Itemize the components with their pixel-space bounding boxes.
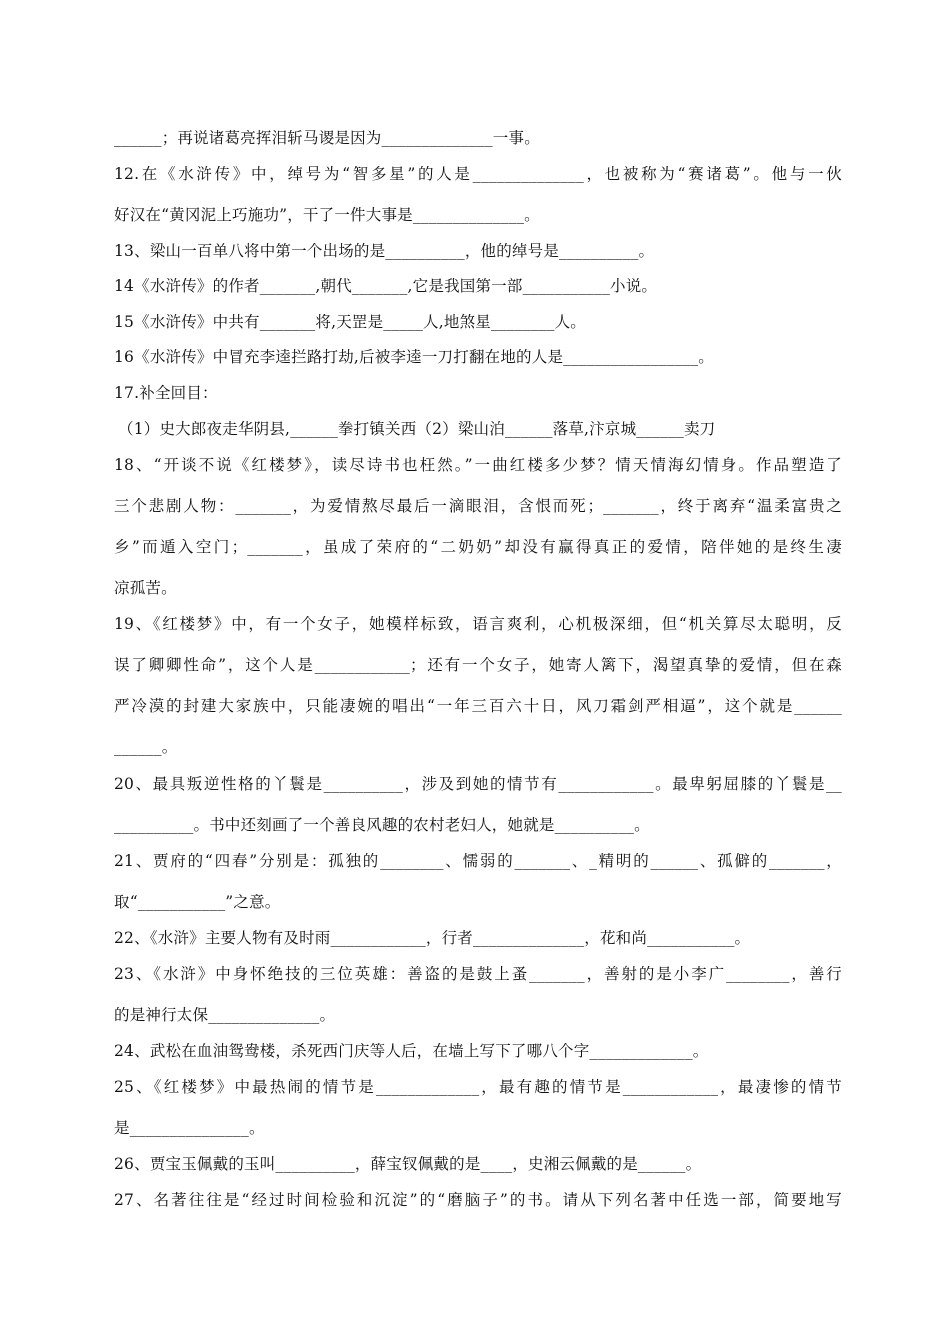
text-line: 12.在《水浒传》中，绰号为“智多星”的人是______________，也被称为“赛诸葛”。他与一伙 [114, 165, 842, 183]
text-line: 25、《红楼梦》中最热闹的情节是_____________，最有趣的情节是____________，最凄惨的情节 [114, 1078, 842, 1096]
text-line: 15《水浒传》中共有_______将,天罡是_____人,地煞星________人。 [114, 313, 586, 331]
text-line: 是_______________。 [114, 1119, 265, 1137]
text-line: ______。 [114, 738, 178, 756]
text-line: __________。书中还刻画了一个善良风趣的农村老妇人，她就是__________。 [114, 816, 650, 834]
text-line: 三个悲剧人物：_______，为爱情熬尽最后一滴眼泪，含恨而死；_______，终于离弃“温柔富贵之 [114, 497, 842, 515]
text-line: 26、贾宝玉佩戴的玉叫__________，薛宝钗佩戴的是____，史湘云佩戴的是______。 [114, 1155, 702, 1173]
text-line: 21、贾府的“四春”分别是：孤独的________、懦弱的_______、_精明的______、孤僻的_______， [114, 852, 842, 870]
text-line: 凉孤苦。 [114, 579, 177, 597]
text-line: 23、《水浒》中身怀绝技的三位英雄：善盗的是鼓上蚤_______，善射的是小李广________，善行 [114, 965, 842, 983]
text-line: 19、《红楼梦》中，有一个女子，她模样标致，语言爽利，心机极深细，但“机关算尽太聪明，反 [114, 615, 842, 633]
text-line: 严冷漠的封建大家族中，只能凄婉的唱出“一年三百六十日，风刀霜剑严相逼”，这个就是______ [114, 697, 842, 715]
text-line: 22、《水浒》主要人物有及时雨____________，行者______________，花和尚___________。 [114, 929, 751, 947]
text-line: 14《水浒传》的作者_______,朝代_______,它是我国第一部___________小说。 [114, 277, 658, 295]
text-line: 27、名著往往是“经过时间检验和沉淀”的“磨脑子”的书。请从下列名著中任选一部，简要地写 [114, 1191, 842, 1209]
text-line: 好汉在“黄冈泥上巧施功”，干了一件大事是______________。 [114, 206, 540, 224]
text-line: 20、最具叛逆性格的丫鬟是__________，涉及到她的情节有____________。最卑躬屈膝的丫鬟是__ [114, 775, 842, 793]
text-line: 取“___________”之意。 [114, 893, 281, 911]
text-line: 的是神行太保______________。 [114, 1006, 336, 1024]
text-line: 18、“开谈不说《红楼梦》，读尽诗书也枉然。”一曲红楼多少梦？情天情海幻情身。作品塑造了 [114, 456, 842, 474]
text-line: 24、武松在血油鸳鸯楼，杀死西门庆等人后，在墙上写下了哪八个字_____________。 [114, 1042, 709, 1060]
text-line: 误了卿卿性命”，这个人是____________；还有一个女子，她寄人篱下，渴望真挚的爱情，但在森 [114, 656, 842, 674]
text-line: 13、梁山一百单八将中第一个出场的是__________，他的绰号是__________。 [114, 242, 655, 260]
text-line: 17.补全回目： [114, 384, 218, 402]
text-line: 乡”而遁入空门；_______，虽成了荣府的“二奶奶”却没有赢得真正的爱情，陪伴她的是终生凄 [114, 538, 842, 556]
text-line: （1）史大郎夜走华阴县,______拳打镇关西（2）梁山泊______落草,汴京城______卖刀 [118, 420, 716, 438]
text-line: 16《水浒传》中冒充李逵拦路打劫,后被李逵一刀打翻在地的人是_________________。 [114, 348, 715, 366]
text-line: ______；再说诸葛亮挥泪斩马谡是因为______________一事。 [114, 129, 540, 147]
